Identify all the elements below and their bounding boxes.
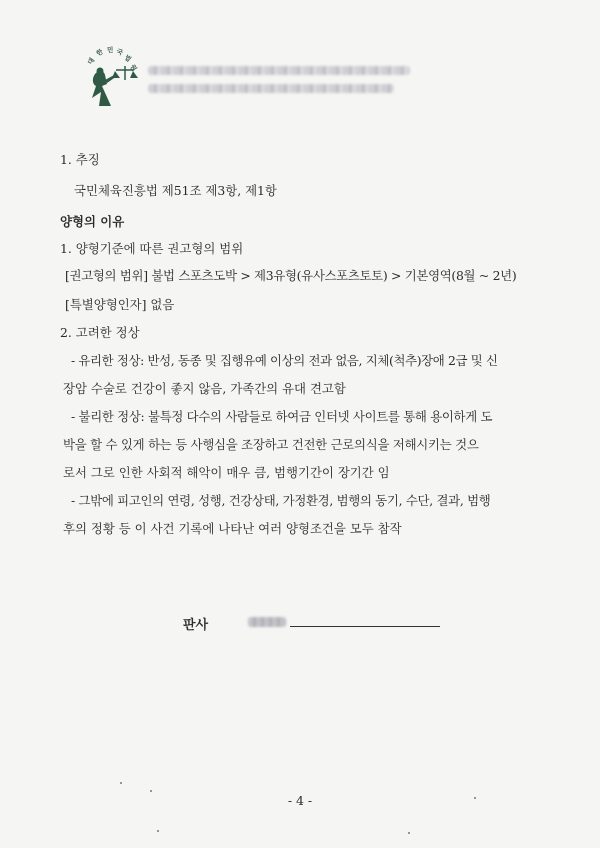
svg-text:국: 국	[115, 47, 124, 58]
redacted-header-line-1	[148, 66, 410, 75]
svg-text:원: 원	[128, 63, 139, 73]
other-circumstances-line-1: - 그밖에 피고인의 연령, 성행, 건강상태, 가정환경, 범행의 동기, 수단, 결과, 범행	[71, 493, 491, 508]
favorable-circumstances-line-2: 장암 수술로 건강이 좋지 않음, 가족간의 유대 견고함	[63, 381, 346, 396]
signature-line	[290, 626, 440, 627]
page-number: - 4 -	[287, 793, 313, 808]
court-emblem-logo	[78, 40, 142, 110]
favorable-circumstances-line-1: - 유리한 정상: 반성, 동종 및 집행유예 이상의 전과 없음, 지체(척추)장애 2급 및 신	[71, 353, 498, 368]
svg-text:민: 민	[107, 46, 114, 54]
redacted-judge-name	[248, 617, 286, 627]
considered-circumstances-heading: 2. 고려한 정상	[60, 325, 140, 340]
scan-speck	[474, 797, 476, 799]
special-factors: [특별양형인자] 없음	[65, 297, 175, 312]
unfavorable-circumstances-line-1: - 불리한 정상: 불특정 다수의 사람들로 하여금 인터넷 사이트를 통해 용이하게 도	[71, 409, 493, 424]
other-circumstances-line-2: 후의 정황 등 이 사건 기록에 나타난 여러 양형조건을 모두 참작	[63, 521, 402, 536]
scan-speck	[408, 832, 410, 834]
scan-speck	[157, 830, 159, 832]
unfavorable-circumstances-line-2: 박을 할 수 있게 하는 등 사행심을 조장하고 건전한 근로의식을 저해시키는 것으	[63, 437, 479, 452]
svg-text:한: 한	[95, 47, 105, 58]
unfavorable-circumstances-line-3: 로서 그로 인한 사회적 해악이 매우 큼, 범행기간이 장기간 임	[63, 465, 390, 480]
svg-text:법: 법	[122, 53, 133, 64]
svg-text:대: 대	[86, 56, 97, 67]
section-forfeiture-heading: 1. 추징	[60, 152, 100, 167]
judge-label: 판사	[183, 618, 209, 633]
scan-speck	[120, 782, 122, 784]
scan-speck	[150, 790, 152, 792]
recommended-range: [권고형의 범위] 불법 스포츠도박 > 제3유형(유사스포츠토토) > 기본영역(8월 ~ 2년)	[65, 268, 517, 283]
guideline-range-heading: 1. 양형기준에 따른 권고형의 범위	[60, 241, 244, 256]
redacted-header-line-2	[148, 84, 394, 93]
statute-reference: 국민체육진흥법 제51조 제3항, 제1항	[74, 183, 277, 198]
sentencing-reasons-title: 양형의 이유	[60, 214, 125, 229]
